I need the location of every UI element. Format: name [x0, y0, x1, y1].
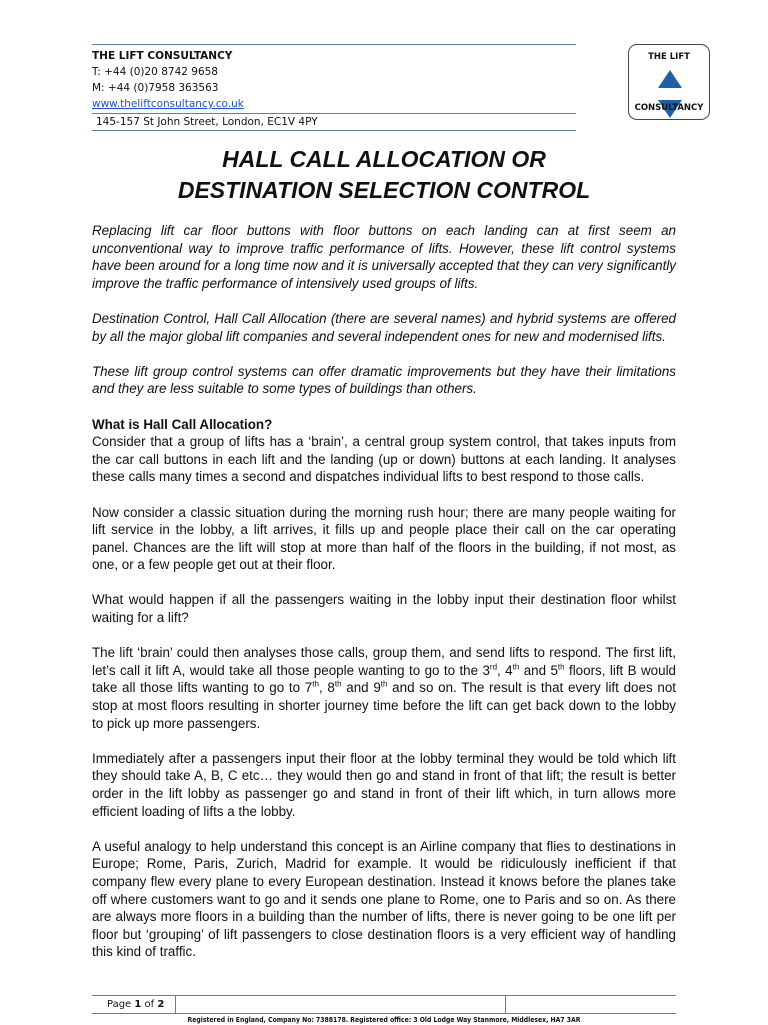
telephone: T: +44 (0)20 8742 9658: [92, 66, 218, 78]
title-line-2: DESTINATION SELECTION CONTROL: [177, 177, 591, 203]
text-run: floors, lift B would take all those lifts wanting to go to 7: [92, 662, 676, 696]
website-link[interactable]: www.theliftconsultancy.co.uk: [92, 98, 244, 110]
body-paragraph: [92, 644, 676, 732]
ordinal-suffix: th: [312, 679, 319, 689]
ordinal-suffix: rd: [489, 662, 498, 672]
ordinal-suffix: th: [380, 679, 388, 689]
company-logo: [628, 44, 710, 120]
body-paragraph: Immediately after a passengers input their floor at the lobby terminal they would be told which lift they should take A, B, C etc… they would then go and stand in front of that lift; the result is better order in the lift lobby as passenger go and stand in front of their lift which, in turn allows more efficient loading of lifts a the lobby.: [92, 750, 676, 819]
body-paragraph: Now consider a classic situation during the morning rush hour; there are many people waiting for lift service in the lobby, a lift arrives, it fills up and people place their call on the car operating panel. Chances are the lift will stop at more than half of the floors in the building, if not most, as one, or a few people get out at their floor.: [92, 504, 676, 573]
intro-paragraph: Replacing lift car floor buttons with floor buttons on each landing can at first seem an unconventional way to improve traffic performance of lifts. However, these lift control systems have been around for a long time now and it is universally accepted that they can very significantly improve the traffic performance of intensively used groups of lifts.: [92, 223, 676, 291]
page-number: [92, 996, 176, 1013]
address: 145-157 St John Street, London, EC1V 4PY: [92, 113, 576, 131]
title-line-1: HALL CALL ALLOCATION OR: [222, 146, 546, 172]
intro-paragraph: Destination Control, Hall Call Allocation (there are several names) and hybrid systems are offered by all the major global lift companies and several independent ones for new and modernised lifts.: [92, 310, 676, 344]
document-body: [92, 222, 676, 979]
of-label: of: [141, 999, 158, 1010]
total-pages: 2: [157, 999, 165, 1010]
ordinal-suffix: th: [334, 679, 342, 689]
section-heading: What is Hall Call Allocation?: [92, 416, 273, 432]
logo-bottom-text: CONSULTANCY: [634, 103, 704, 113]
document-title: [92, 144, 676, 206]
mobile: M: +44 (0)7958 363563: [92, 82, 219, 94]
current-page: 1: [134, 999, 142, 1010]
up-down-arrows-icon: [656, 66, 684, 124]
text-run: The lift ‘brain’ could then analyses those calls, group them, and send lifts to respond. The first lift, let’s call it lift A, would take all those people wanting to go to the 3: [92, 645, 676, 678]
body-paragraph: What would happen if all the passengers waiting in the lobby input their destination floor whilst waiting for a lift?: [92, 592, 676, 626]
ordinal-suffix: th: [557, 662, 565, 672]
page-footer: [92, 995, 676, 1025]
page-label: Page: [107, 999, 135, 1010]
text-run: and 5: [519, 662, 558, 678]
text-run: and 9: [341, 680, 381, 696]
footer-cell: [506, 996, 676, 1013]
body-paragraph: Consider that a group of lifts has a ‘brain’, a central group system control, that takes inputs from the car call buttons in each lift and the landing (up or down) buttons at each landing. It analyses these calls many times a second and dispatches individual lifts to best respond to those calls.: [92, 434, 676, 485]
body-paragraph: A useful analogy to help understand this concept is an Airline company that flies to destinations in Europe; Rome, Paris, Zurich, Madrid for example. It would be ridiculously inefficient if that company flew every plane to every European destination. Instead it knows before the planes take off where customers want to go and it sends one plane to Rome, one to Paris and so on. As there are always more floors in a building than the number of lifts, there is never going to be one lift per floor but ‘grouping’ of lift passengers to close destination floors is a very efficient way of handling this kind of traffic.: [92, 838, 676, 960]
footer-table: [92, 996, 676, 1014]
footer-cell: [176, 996, 506, 1013]
company-name: THE LIFT CONSULTANCY: [92, 50, 233, 62]
text-run: and so on. The result is that every lift does not stop at most floors resulting in shorter journey time before the lift can get back down to the lobby to pick up more passengers.: [92, 680, 676, 731]
intro-paragraph: These lift group control systems can offer dramatic improvements but they have their limitations and they are less suitable to some types of buildings than others.: [92, 363, 676, 397]
registration-info: Registered in England, Company No: 7388178. Registered office: 3 Old Lodge Way Stanmore, Middlesex, HA7 3AR: [187, 1016, 581, 1024]
letterhead: [92, 44, 576, 131]
text-run: , 8: [318, 680, 335, 696]
logo-top-text: THE LIFT: [648, 52, 690, 62]
text-run: , 4: [497, 662, 513, 678]
ordinal-suffix: th: [512, 662, 520, 672]
